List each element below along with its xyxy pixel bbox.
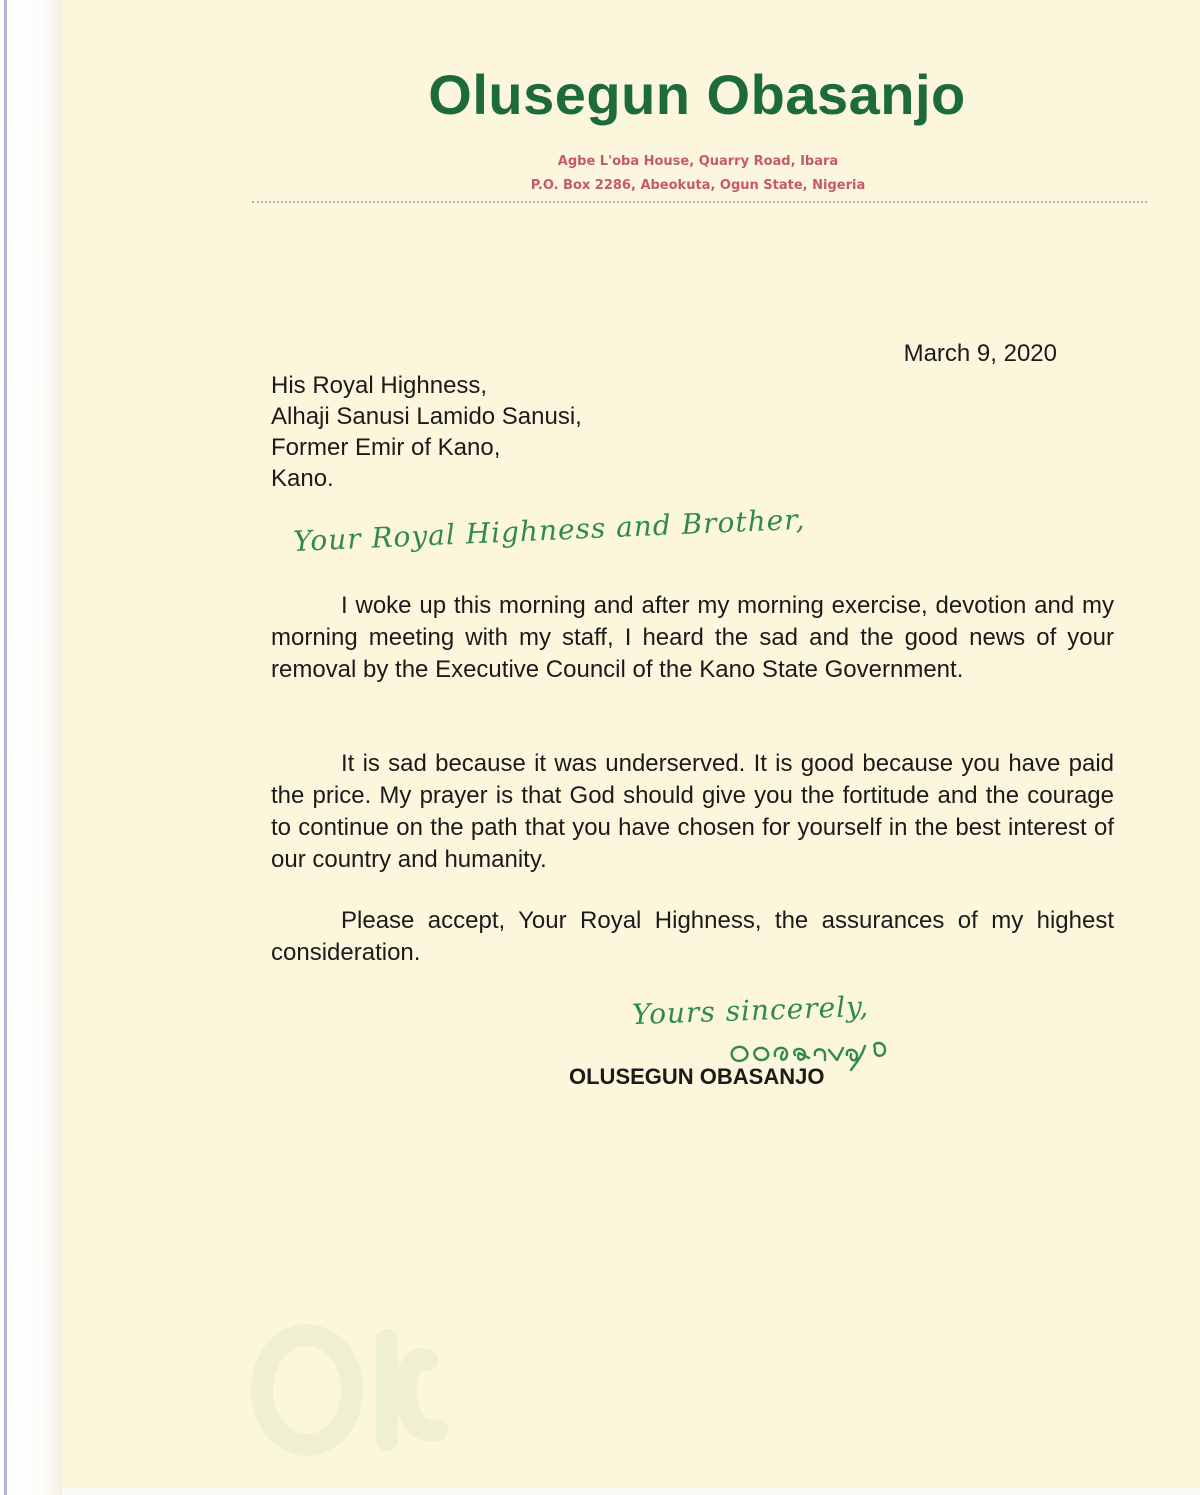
letter-paper: [62, 0, 1200, 1488]
letterhead-divider: [252, 201, 1147, 203]
addressee-line: His Royal Highness,: [271, 372, 488, 399]
letterhead-address-line2: P.O. Box 2286, Abeokuta, Ogun State, Nigeria: [530, 178, 866, 193]
signatory-name: OLUSEGUN OBASANJO: [569, 1064, 825, 1089]
addressee-line: Alhaji Sanusi Lamido Sanusi,: [271, 403, 582, 430]
letterhead-address-line1: Agbe L'oba House, Quarry Road, Ibara: [557, 154, 839, 169]
addressee-line: Kano.: [271, 465, 334, 492]
faint-watermark: [247, 1300, 667, 1460]
body-paragraph-1: I woke up this morning and after my morning exercise, devotion and my morning meeting with my staff, I heard the sad and the good news of your removal by the Executive Council of the Kano State Government.: [271, 592, 1114, 683]
addressee-line: Former Emir of Kano,: [271, 434, 501, 461]
scan-margin: [0, 0, 62, 1495]
handwritten-closing: Yours sincerely,: [631, 989, 870, 1032]
addressee-block: [271, 370, 582, 494]
letterhead-name: Olusegun Obasanjo: [428, 63, 966, 126]
handwritten-salutation: Your Royal Highness and Brother,: [292, 502, 807, 558]
body-paragraph-2: It is sad because it was underserved. It is good because you have paid the price. My prayer is that God should give you the fortitude and the courage to continue on the path that you have chosen for yourself in the best interest of our country and humanity.: [271, 750, 1114, 873]
letter-date: March 9, 2020: [903, 340, 1057, 367]
body-paragraph-3: Please accept, Your Royal Highness, the assurances of my highest consideration.: [271, 907, 1114, 966]
scan-edge-line: [4, 0, 7, 1495]
